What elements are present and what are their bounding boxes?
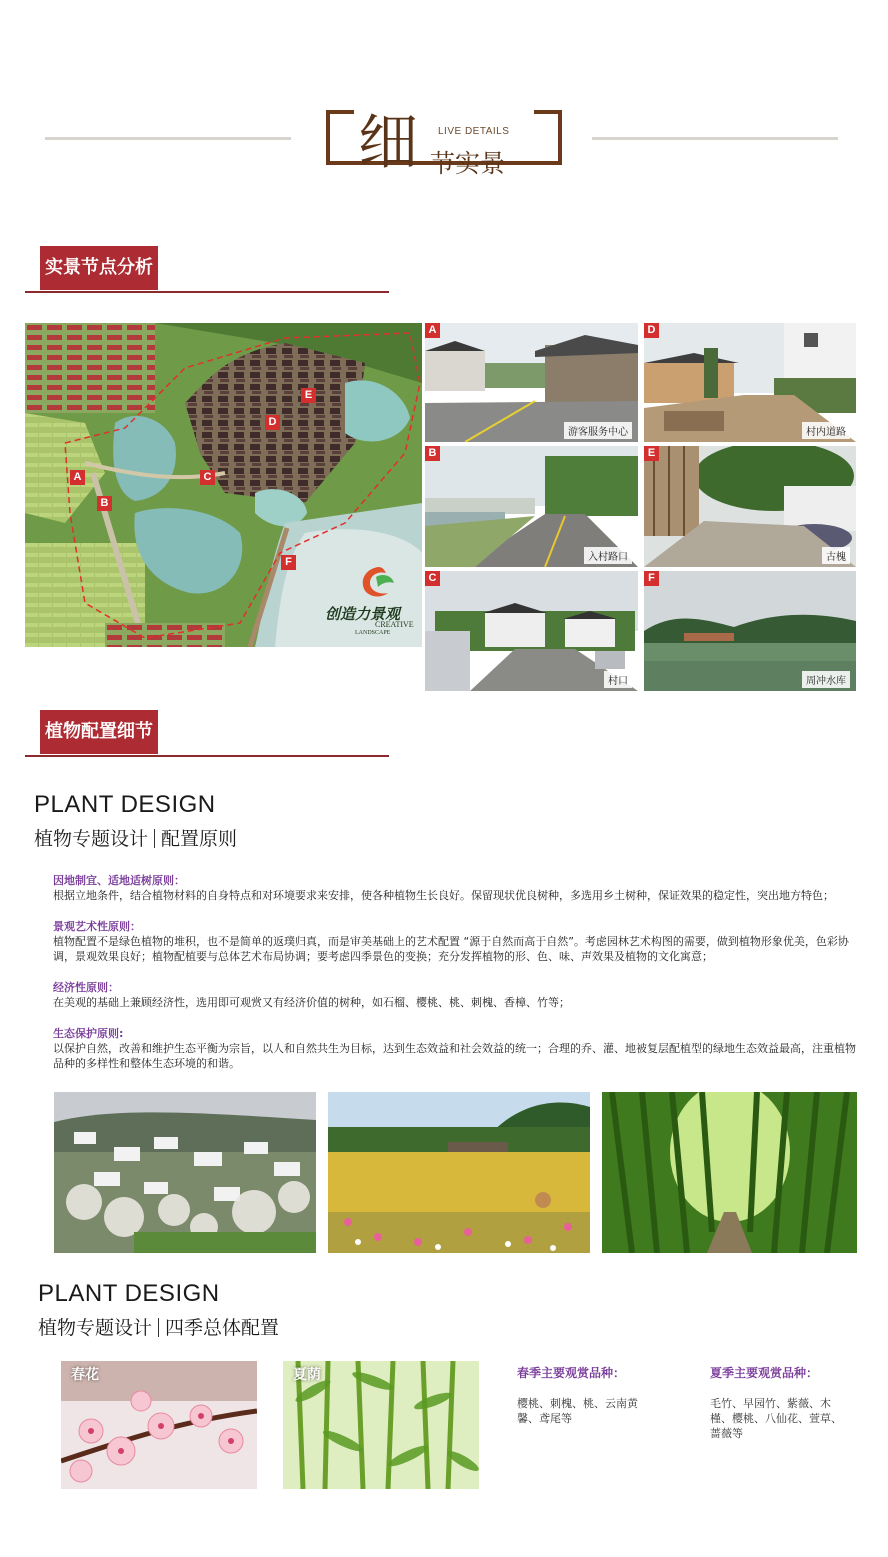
section-rule-2 [25, 755, 389, 757]
principle-body-2: 植物配置不是绿色植物的堆积，也不是简单的返璞归真，而是审美基础上的艺术配置 “源于自然而高于自然”。考虑园林艺术构图的需要，做到植物形象优美，色彩协调，景观效果良好；植物配植要与总体艺术布局协调；要考虑四季景色的变换；充分发挥植物的形、色、味、声效果及植物的文化寓意； [53, 935, 849, 963]
photo-blossom-village [54, 1092, 316, 1253]
section-title-node-analysis: 实景节点分析 [40, 246, 158, 290]
logo-en: CREATIVE [375, 620, 414, 629]
summer-tag: 夏荫 [293, 1367, 321, 1383]
photo-spring-blossom [61, 1361, 257, 1489]
header-rule-right [592, 137, 838, 140]
header-big-char: 细 [358, 108, 418, 178]
plant-design-subtitle-2-right: 四季总体配置 [165, 1317, 280, 1339]
plant-design-subtitle-2-left: 植物专题设计 [38, 1317, 153, 1339]
principles-block [53, 872, 858, 1071]
photo-summer-bamboo [283, 1361, 479, 1489]
photo-d-badge: D [644, 323, 659, 338]
logo-text: 创造力景观 [325, 605, 401, 623]
photo-f-badge: F [644, 571, 659, 586]
principle-body-4: 以保护自然，改善和维护生态平衡为宗旨，以人和自然共生为目标，达到生态效益和社会效益的统一；合理的乔、灌、地被复层配植型的绿地生态效益最高，注重植物品种的多样性和整体生态环境的和谐。 [53, 1042, 856, 1070]
summer-varieties-title: 夏季主要观赏品种： [710, 1366, 819, 1380]
photo-bamboo-path [602, 1092, 857, 1253]
plant-design-subtitle-1-left: 植物专题设计 [34, 828, 149, 850]
photo-b-village-entrance [425, 446, 638, 567]
photo-c-caption: 村口 [604, 671, 632, 688]
section-title-plant-detail: 植物配置细节 [40, 710, 158, 754]
summer-varieties-body: 毛竹、早园竹、紫薇、木槿、樱桃、八仙花、萱草、蔷薇等 [710, 1397, 842, 1440]
map-marker-c[interactable]: C [200, 470, 215, 485]
photo-b-caption: 入村路口 [584, 547, 632, 564]
subtitle-divider [154, 829, 155, 848]
principle-body-1: 根据立地条件，结合植物材料的自身特点和对环境要求来安排，使各种植物生长良好。保留现状优良树种，多选用乡土树种，保证效果的稳定性，突出地方特色； [53, 889, 834, 902]
map-marker-f[interactable]: F [281, 555, 296, 570]
principle-title-2: 景观艺术性原则： [53, 920, 141, 933]
logo-mark-icon [358, 563, 398, 603]
principle-title-3: 经济性原则： [53, 981, 119, 994]
map-marker-b[interactable]: B [97, 496, 112, 511]
photo-e-old-locust-tree [644, 446, 856, 567]
map-marker-a[interactable]: A [70, 470, 85, 485]
site-plan-map [25, 323, 422, 647]
photo-f-reservoir [644, 571, 856, 691]
photo-a-visitor-center [425, 323, 638, 442]
photo-c-badge: C [425, 571, 440, 586]
plant-design-subtitle-1 [34, 824, 237, 851]
header-en-label: LIVE DETAILS [438, 126, 510, 137]
photo-flower-field [328, 1092, 590, 1253]
section-rule [25, 291, 389, 293]
photo-d-village-road [644, 323, 856, 442]
header-rule-left [45, 137, 291, 140]
plant-design-title-1: PLANT DESIGN [34, 791, 216, 818]
photo-e-badge: E [644, 446, 659, 461]
map-marker-e[interactable]: E [301, 388, 316, 403]
photo-c-village-gate [425, 571, 638, 691]
subtitle-divider-2 [158, 1318, 159, 1337]
plant-design-subtitle-1-right: 配置原则 [161, 828, 238, 850]
map-marker-d[interactable]: D [265, 415, 280, 430]
principle-title-4: 生态保护原则: [53, 1027, 124, 1040]
logo-en-2: LANDSCAPE [355, 630, 391, 636]
principle-body-3: 在美观的基础上兼顾经济性，选用即可观赏又有经济价值的树种，如石榴、樱桃、桃、刺槐、香樟、竹等； [53, 996, 570, 1009]
photo-d-caption: 村内道路 [802, 422, 850, 439]
spring-varieties-title: 春季主要观赏品种： [517, 1366, 626, 1380]
spring-tag: 春花 [71, 1367, 99, 1383]
principle-title-1: 因地制宜、适地适树原则： [53, 874, 185, 887]
photo-f-caption: 周冲水库 [802, 671, 850, 688]
plant-design-title-2: PLANT DESIGN [38, 1280, 220, 1307]
photo-a-badge: A [425, 323, 440, 338]
photo-a-caption: 游客服务中心 [564, 422, 632, 439]
header-sub-title: 节实景 [430, 149, 506, 178]
spring-varieties-body: 樱桃、刺槐、桃、云南黄馨、鸢尾等 [517, 1397, 638, 1425]
photo-b-badge: B [425, 446, 440, 461]
plant-design-subtitle-2 [38, 1313, 279, 1340]
photo-e-caption: 古槐 [822, 547, 850, 564]
